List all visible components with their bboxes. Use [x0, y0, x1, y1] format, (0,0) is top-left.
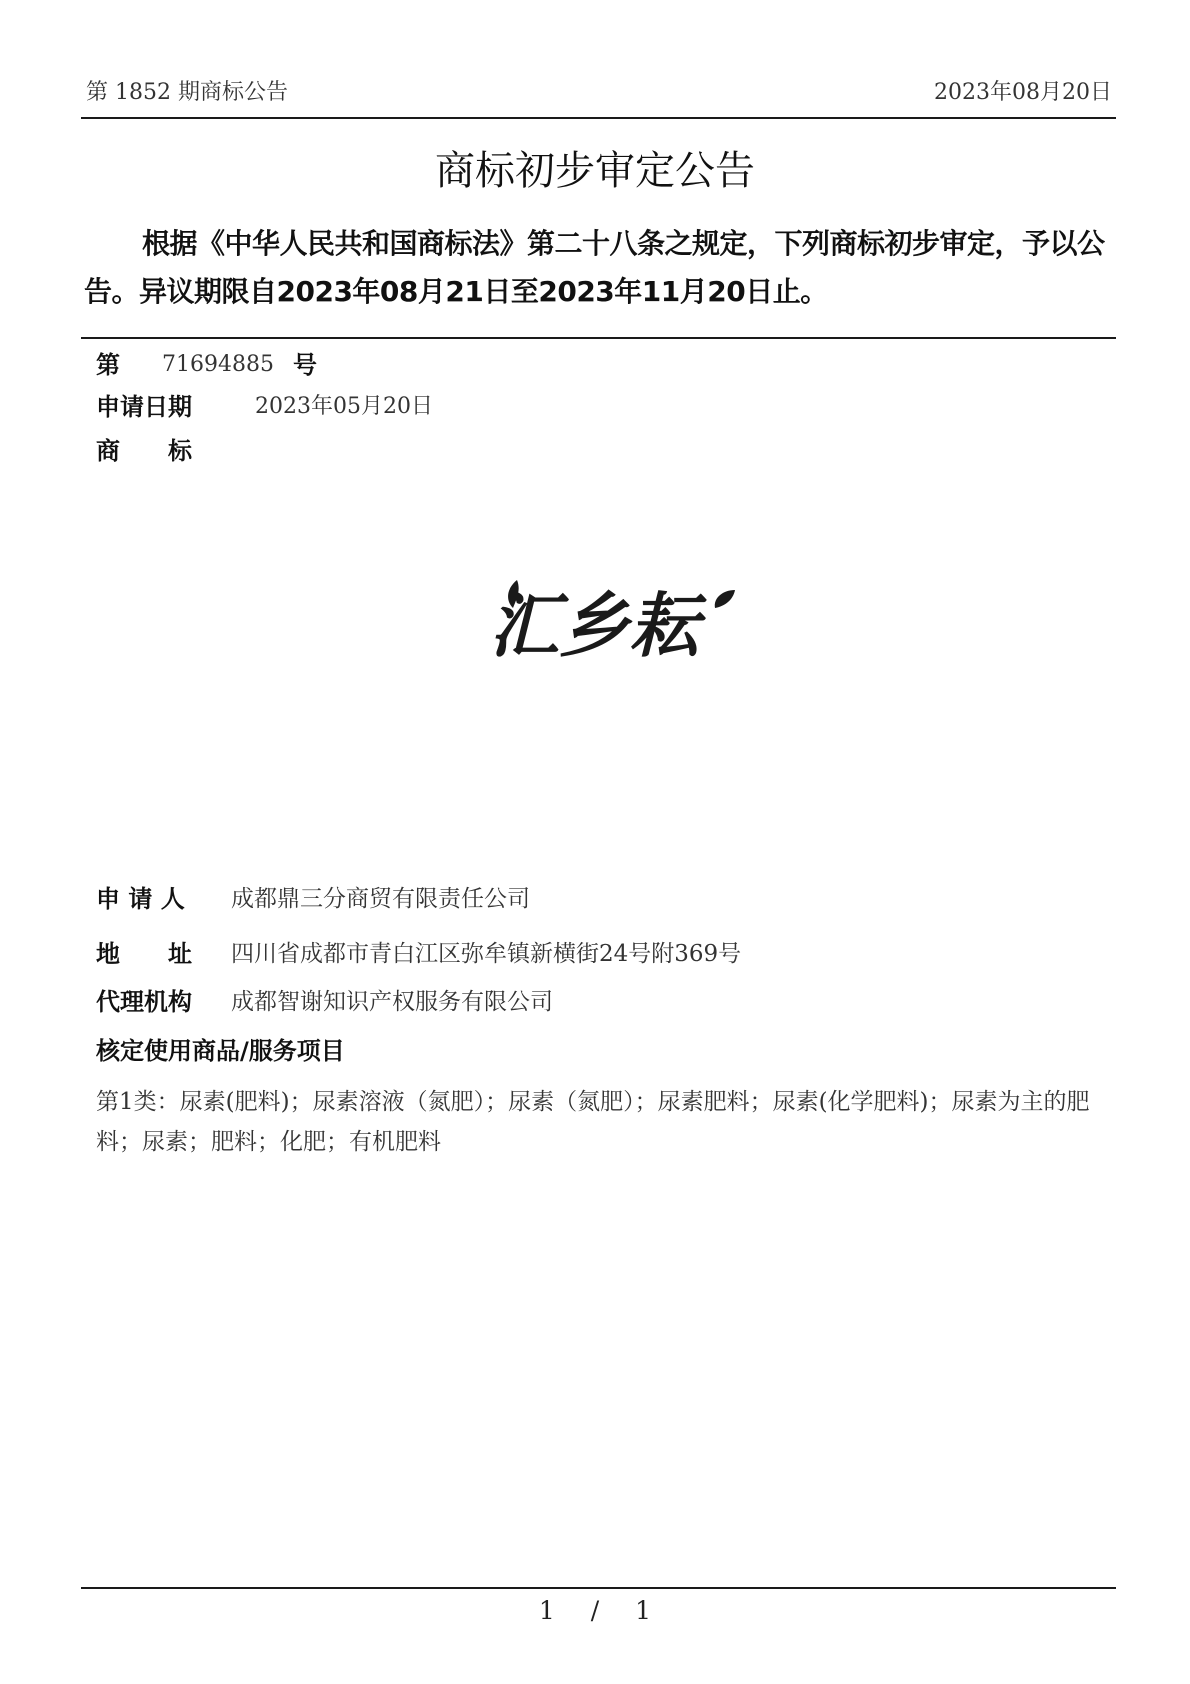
agent-name: 成都智谢知识产权服务有限公司 [231, 989, 553, 1015]
issue-date: 2023年08月20日 [934, 80, 1112, 105]
application-date-label: 申请日期 [96, 393, 192, 421]
issue-number: 第 1852 期商标公告 [86, 80, 288, 105]
trademark-logo-image [487, 572, 747, 672]
announcement-intro: 根据《中华人民共和国商标法》第二十八条之规定，下列商标初步审定，予以公告。异议期限自2023年08月21日至2023年11月20日止。 [84, 227, 1105, 308]
trademark-wordmark: 汇乡耘 [489, 585, 699, 667]
goods-services-list: 第1类：尿素(肥料)；尿素溶液（氮肥）；尿素（氮肥）；尿素肥料；尿素(化学肥料)；尿素为主的肥料；尿素；肥料；化肥；有机肥料 [96, 1089, 1090, 1155]
section-divider [81, 337, 1116, 339]
application-date: 2023年05月20日 [255, 394, 433, 419]
goods-services-label: 核定使用商品/服务项目 [96, 1037, 345, 1065]
trademark-label: 商 标 [96, 437, 192, 465]
applicant-name: 成都鼎三分商贸有限责任公司 [231, 886, 530, 912]
applicant-label: 申 请 人 [96, 885, 185, 913]
trademark-logo [487, 572, 747, 672]
page-current: 1 [538, 1596, 555, 1625]
number-label-pre: 第 [96, 351, 120, 379]
header-divider [81, 117, 1116, 119]
registration-number: 71694885 [162, 352, 274, 377]
page-title: 商标初步审定公告 [435, 148, 755, 194]
leaf-shape-2 [715, 590, 735, 608]
number-label-post: 号 [293, 351, 317, 379]
footer-divider [81, 1587, 1116, 1589]
page-total: 1 [635, 1596, 652, 1625]
page-separator: / [590, 1596, 600, 1625]
applicant-address: 四川省成都市青白江区弥牟镇新横街24号附369号 [231, 941, 742, 967]
agent-label: 代理机构 [96, 988, 192, 1016]
page-indicator [0, 1593, 1190, 1629]
address-label: 地 址 [96, 940, 192, 968]
